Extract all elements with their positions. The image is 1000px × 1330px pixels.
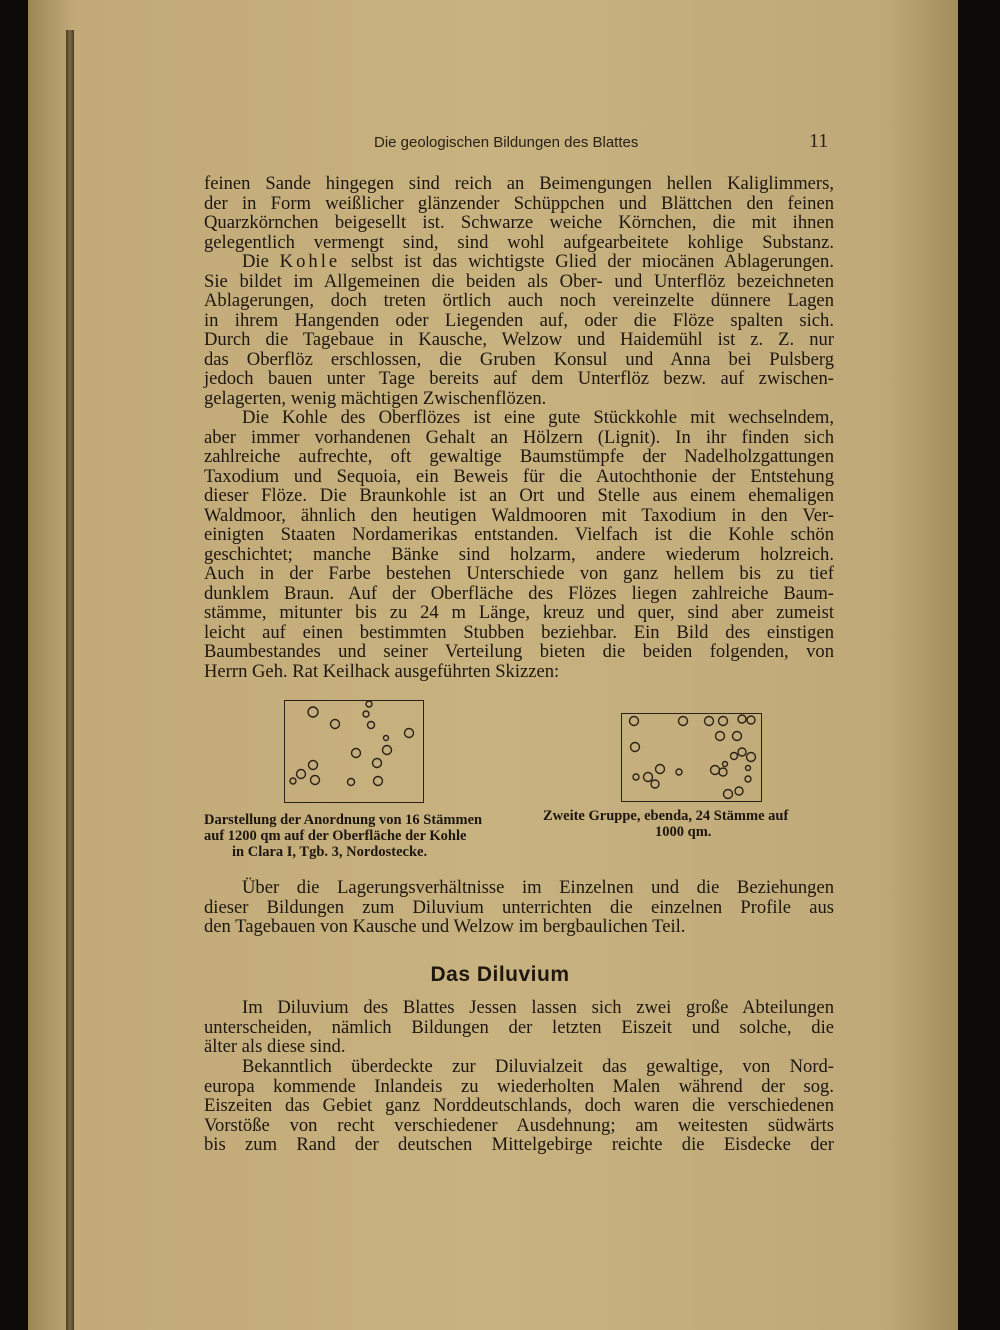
text-line: Die Kohle des Oberflözes ist eine gute Stückkohle mit wechselndem, <box>242 407 834 428</box>
text-line: Vorstöße von recht verschiedener Ausdehnung; am weitesten südwärts <box>204 1114 834 1136</box>
text-line: Bekanntlich überdeckte zur Diluvialzeit das gewaltige, von Nord- <box>242 1056 834 1077</box>
text-line: zahlreiche aufrechte, oft gewaltige Baumstümpfe der Nadelholzgattungen <box>204 446 834 467</box>
text-line: dunklem Braun. Auf der Oberfläche des Flözes liegen zahlreiche Baum- <box>204 582 834 604</box>
text-line: dieser Flöze. Die Braunkohle ist an Ort und Stelle aus einem ehemaligen <box>204 485 834 506</box>
text-line: Herrn Geh. Rat Keilhack ausgeführten Skizzen: <box>204 660 560 682</box>
text-line: feinen Sande hingegen sind reich an Beimengungen hellen Kaliglimmers, <box>204 173 834 194</box>
text-line: europa kommende Inlandeis zu wiederholten Malen während der sog. <box>204 1075 834 1097</box>
text-line: Waldmoor, ähnlich den heutigen Waldmooren mit Taxodium in den Ver- <box>204 504 834 526</box>
caption-line: auf 1200 qm auf der Oberfläche der Kohle <box>204 828 467 844</box>
text-line: Über die Lagerungsverhältnisse im Einzelnen und die Beziehungen <box>242 877 834 898</box>
text-line: älter als diese sind. <box>204 1036 346 1057</box>
text-line: Im Diluvium des Blattes Jessen lassen sich zwei große Abteilungen <box>242 997 834 1018</box>
paragraph-5 <box>204 998 834 1057</box>
text-line: aber immer vorhandenen Gehalt an Hölzern (Lignit). In ihr finden sich <box>204 426 834 448</box>
text-line: stämme, mitunter bis zu 24 m Länge, kreuz und quer, sind aber zumeist <box>204 602 834 623</box>
sketch-figure-left <box>284 700 424 803</box>
text-line: der in Form weißlicher glänzender Schüppchen und Blättchen den feinen <box>204 192 834 214</box>
text-line <box>204 252 834 272</box>
paragraph-3 <box>204 408 834 681</box>
text-line: Sie bildet im Allgemeinen die beiden als Ober- und Unterflöz bezeichneten <box>204 270 834 292</box>
tree-stump-sketch-left <box>285 701 423 802</box>
caption-line: 1000 qm. <box>655 824 712 840</box>
text-line: geschichtet; manche Bänke sind holzarm, andere wiederum holzreich. <box>204 543 834 565</box>
paragraph-6 <box>204 1057 834 1155</box>
text-line: den Tagebauen von Kausche und Welzow im bergbaulichen Teil. <box>204 916 686 937</box>
text-line: Auch in der Farbe bestehen Unterschiede von ganz hellem bis zu tief <box>204 563 834 584</box>
text-line: Durch die Tagebaue in Kausche, Welzow und Haidemühl ist z. Z. nur <box>204 329 834 350</box>
figure-caption-right <box>543 808 843 840</box>
text-line: einigten Staaten Nordamerikas entstanden. Vielfach ist die Kohle schön <box>204 524 834 545</box>
book-spine-edge <box>66 30 74 1330</box>
figure-caption-left <box>204 812 504 860</box>
text-line: Taxodium und Sequoia, ein Beweis für die Autochthonie der Entstehung <box>204 465 834 487</box>
text-line: jedoch bauen unter Tage bereits auf dem Unterflöz bezw. auf zwischen- <box>204 368 834 389</box>
caption-line: in Clara I, Tgb. 3, Nordostecke. <box>232 844 428 860</box>
caption-line: Zweite Gruppe, ebenda, 24 Stämme auf <box>543 808 789 824</box>
text-line: in ihrem Hangenden oder Liegenden auf, oder die Flöze spalten sich. <box>204 309 834 331</box>
word: Die <box>242 251 269 272</box>
text-line: bis zum Rand der deutschen Mittelgebirge reichte die Eisdecke der <box>204 1134 834 1155</box>
text-line: gelagerten, wenig mächtigen Zwischenflözen. <box>204 387 547 409</box>
running-header: Die geologischen Bildungen des Blattes <box>374 134 639 151</box>
section-heading: Das Diluvium <box>430 963 570 986</box>
page-number: 11 <box>809 130 829 152</box>
paragraph-1 <box>204 174 834 252</box>
paragraph-2 <box>204 252 834 408</box>
text-line: leicht auf einen bestimmten Stubben beziehbar. Ein Bild des einstigen <box>204 621 834 643</box>
text-line: Baumbestandes und seiner Verteilung bieten die beiden folgenden, von <box>204 641 834 662</box>
text-line: dieser Bildungen zum Diluvium unterrichten die einzelnen Profile aus <box>204 896 834 918</box>
text-line: unterscheiden, nämlich Bildungen der letzten Eiszeit und solche, die <box>204 1016 834 1038</box>
text-line: gelegentlich vermengt sind, sind wohl aufgearbeitete kohlige Substanz. <box>204 231 834 253</box>
emphasized-word-kohle: Kohle <box>279 251 341 272</box>
tree-stump-sketch-right <box>622 714 761 801</box>
paragraph-4 <box>204 878 834 937</box>
text-line: Ablagerungen, doch treten örtlich auch noch vereinzelte dünnere Lagen <box>204 290 834 311</box>
word-group: selbst ist das wichtigste Glied der miocänen Ablagerungen. <box>350 251 834 272</box>
sketch-figure-right <box>621 713 762 802</box>
text-line: Eiszeiten das Gebiet ganz Norddeutschlands, doch waren die verschiedenen <box>204 1095 834 1116</box>
text-line: Quarzkörnchen beigesellt ist. Schwarze weiche Körnchen, die mit ihnen <box>204 212 834 233</box>
text-line: das Oberflöz erschlossen, die Gruben Konsul und Anna bei Pulsberg <box>204 348 834 370</box>
caption-line: Darstellung der Anordnung von 16 Stämmen <box>204 812 483 828</box>
